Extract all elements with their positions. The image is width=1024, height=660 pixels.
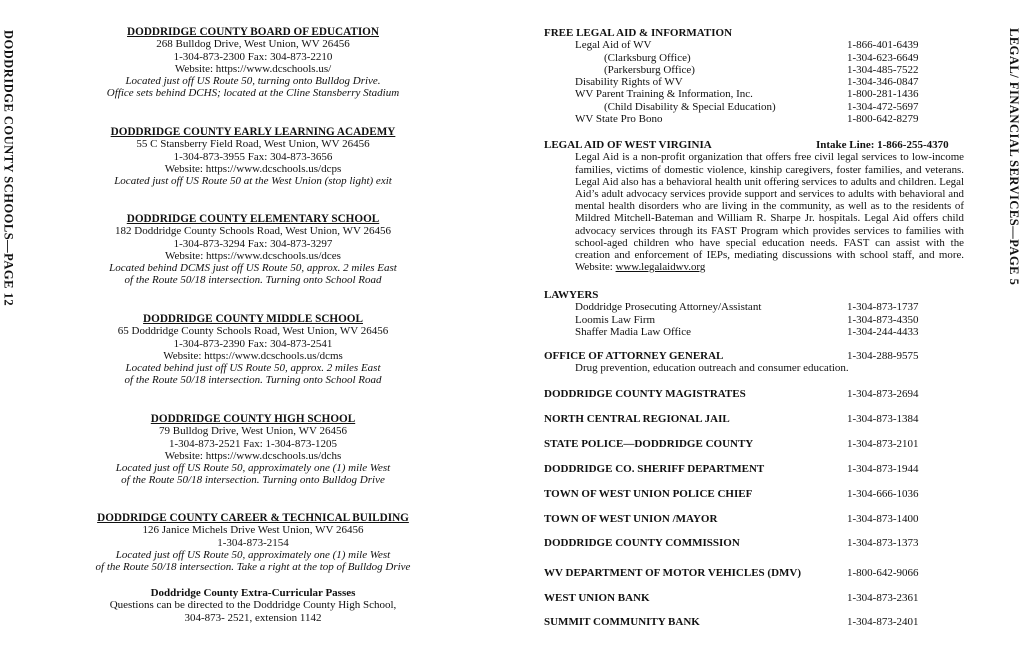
contact-phone: 1-304-485-7522 — [847, 63, 919, 76]
agency-name: WEST UNION BANK — [544, 592, 650, 604]
school-website[interactable]: Website: https://www.dcschools.us/dcps — [164, 162, 342, 175]
attorney-general-section — [544, 350, 964, 375]
agency-name: DODDRIDGE COUNTY COMMISSION — [544, 537, 740, 549]
contact-row — [544, 76, 964, 88]
school-phones: 1-304-873-2154 — [217, 536, 289, 549]
school-note: Located just off US Route 50, approximately one (1) mile West — [115, 548, 391, 561]
school-address: 182 Doddridge County Schools Road, West Union, WV 26456 — [115, 225, 391, 238]
agency-row — [544, 592, 964, 604]
school-address: 126 Janice Michels Drive West Union, WV 26456 — [142, 524, 364, 537]
agency-row — [544, 388, 964, 400]
school-phones: 1-304-873-3294 Fax: 304-873-3297 — [173, 237, 333, 250]
agency-phone: 1-304-873-1373 — [847, 537, 919, 549]
legal-aid-info-section — [544, 27, 964, 125]
section-header: LAWYERS — [544, 289, 599, 301]
school-name: DODDRIDGE COUNTY CAREER & TECHNICAL BUILDING — [97, 512, 409, 524]
contact-phone: 1-304-288-9575 — [847, 350, 919, 362]
agency-phone: 1-304-873-1400 — [847, 513, 919, 525]
legal-aid-description — [544, 151, 964, 273]
contact-label: (Parkersburg Office) — [604, 63, 695, 76]
section-header: OFFICE OF ATTORNEY GENERAL — [544, 350, 724, 362]
right-page-label: LEGAL/ FINANCIAL SERVICES—PAGE 5 — [1007, 28, 1021, 286]
agency-phone: 1-800-642-9066 — [847, 567, 919, 579]
school-name: DODDRIDGE COUNTY BOARD OF EDUCATION — [127, 26, 379, 38]
agency-row — [544, 413, 964, 425]
school-phones: 1-304-873-2521 Fax: 1-304-873-1205 — [168, 437, 338, 450]
agency-row — [544, 616, 964, 628]
contact-phone: 1-304-472-5697 — [847, 100, 919, 113]
agency-name: SUMMIT COMMUNITY BANK — [544, 616, 700, 628]
school-note: Located behind just off US Route 50, approx. 2 miles East — [125, 362, 381, 375]
contact-label: Legal Aid of WV — [575, 39, 652, 52]
contact-label: WV State Pro Bono — [575, 113, 663, 126]
description-text: Legal Aid is a non-profit organization that offers free civil legal services to low-income families, victims of domestic violence, kinship caregivers, foster families, and veterans. Legal Aid also has a behavioral health unit offering services to adults and children. Legal Aid’s adult advocacy services provide support and services to adults with behavioral and mental health disorders who are living in the community, as well as to the residents of Mildred Mitchell-Bateman and William R. Sharpe Jr. hospitals. Legal Aid offers child advocacy services through its FAST Program which provides services to families with school-aged children who have special education needs. FAST can assist with the creation and enforcement of IEPs, mediating discussions with school staff, and more. Website: — [575, 151, 964, 274]
contact-row — [544, 64, 964, 76]
contact-row — [544, 113, 964, 125]
agency-row — [544, 537, 964, 549]
agency-name: DODDRIDGE COUNTY MAGISTRATES — [544, 388, 746, 400]
agency-name: DODDRIDGE CO. SHERIFF DEPARTMENT — [544, 463, 765, 475]
passes-line: Questions can be directed to the Doddridge County High School, — [109, 599, 397, 612]
contact-phone: 1-304-873-4350 — [847, 313, 919, 326]
agency-row — [544, 438, 964, 450]
contact-phone: 1-304-623-6649 — [847, 51, 919, 64]
intake-line: Intake Line: 1-866-255-4370 — [816, 139, 949, 151]
contact-label: Doddridge Prosecuting Attorney/Assistant — [575, 301, 762, 314]
school-name: DODDRIDGE COUNTY HIGH SCHOOL — [150, 413, 356, 425]
lawyers-section — [544, 289, 964, 338]
contact-label: (Child Disability & Special Education) — [604, 100, 776, 113]
agency-row — [544, 488, 964, 500]
left-page-label: DODDRIDGE COUNTY SCHOOLS—PAGE 12 — [1, 30, 16, 307]
school-note: of the Route 50/18 intersection. Turning onto School Road — [124, 274, 382, 287]
school-phones: 1-304-873-2390 Fax: 304-873-2541 — [173, 337, 333, 350]
school-website[interactable]: Website: https://www.dcschools.us/dcms — [163, 349, 343, 362]
contact-phone: 1-800-281-1436 — [847, 88, 919, 101]
school-note: Located just off US Route 50, approximately one (1) mile West — [115, 462, 391, 475]
contact-row — [544, 326, 964, 338]
passes-line: 304-873- 2521, extension 1142 — [184, 611, 322, 624]
contact-phone: 1-304-346-0847 — [847, 76, 919, 89]
contact-phone: 1-800-642-8279 — [847, 113, 919, 126]
contact-row — [544, 350, 964, 362]
passes-section — [88, 587, 418, 624]
contact-row — [544, 314, 964, 326]
contact-phone: 1-866-401-6439 — [847, 39, 919, 52]
section-header: LEGAL AID OF WEST VIRGINIA — [544, 139, 712, 151]
contact-label: (Clarksburg Office) — [604, 51, 691, 64]
contact-row — [544, 39, 964, 51]
contact-phone: 1-304-873-1737 — [847, 301, 919, 314]
school-website[interactable]: Website: https://www.dcschools.us/dces — [165, 249, 341, 262]
agency-row — [544, 567, 964, 579]
school-note: Located just off US Route 50 at the West Union (stop light) exit — [114, 175, 392, 188]
contact-row — [544, 101, 964, 113]
school-website[interactable]: Website: https://www.dcschools.us/dchs — [164, 449, 342, 462]
school-note: of the Route 50/18 intersection. Turning onto Bulldog Drive — [121, 474, 385, 487]
contact-row — [544, 301, 964, 313]
agency-name: STATE POLICE—DODDRIDGE COUNTY — [544, 438, 754, 450]
contact-label: Disability Rights of WV — [575, 76, 683, 89]
contact-row — [544, 52, 964, 64]
legal-aid-wv-section — [544, 139, 964, 273]
agency-phone: 1-304-873-2694 — [847, 388, 919, 400]
agency-name: TOWN OF WEST UNION /MAYOR — [544, 513, 718, 525]
contact-row — [544, 88, 964, 100]
school-note: Located just off US Route 50, turning onto Bulldog Drive. — [125, 75, 381, 88]
school-note: of the Route 50/18 intersection. Turning onto School Road — [124, 374, 382, 387]
school-address: 79 Bulldog Drive, West Union, WV 26456 — [159, 425, 347, 438]
school-note: of the Route 50/18 intersection. Take a right at the top of Bulldog Drive — [95, 561, 411, 574]
agency-phone: 1-304-873-2361 — [847, 592, 919, 604]
agency-phone: 1-304-873-2401 — [847, 616, 919, 628]
agency-phone: 1-304-873-2101 — [847, 438, 919, 450]
school-entry — [88, 213, 418, 287]
agency-phone: 1-304-873-1944 — [847, 463, 919, 475]
section-header: FREE LEGAL AID & INFORMATION — [544, 27, 733, 39]
contact-label: WV Parent Training & Information, Inc. — [575, 88, 753, 101]
school-address: 55 C Stansberry Field Road, West Union, WV 26456 — [136, 138, 370, 151]
school-entry — [88, 512, 418, 573]
school-address: 268 Bulldog Drive, West Union, WV 26456 — [156, 38, 350, 51]
agency-name: TOWN OF WEST UNION POLICE CHIEF — [544, 488, 753, 500]
school-name: DODDRIDGE COUNTY MIDDLE SCHOOL — [143, 313, 363, 325]
school-website[interactable]: Website: https://www.dcschools.us/ — [174, 62, 332, 75]
school-phones: 1-304-873-3955 Fax: 304-873-3656 — [173, 150, 333, 163]
agency-name: WV DEPARTMENT OF MOTOR VEHICLES (DMV) — [544, 567, 802, 579]
passes-title: Doddridge County Extra-Curricular Passes — [150, 587, 356, 599]
agency-phone: 1-304-666-1036 — [847, 488, 919, 500]
legal-aid-website-link[interactable]: www.legalaidwv.org — [615, 261, 706, 274]
agency-row — [544, 463, 964, 475]
contact-label: Loomis Law Firm — [575, 313, 656, 326]
agency-phone: 1-304-873-1384 — [847, 413, 919, 425]
agency-name: NORTH CENTRAL REGIONAL JAIL — [544, 413, 730, 425]
school-entry — [88, 126, 418, 187]
school-name: DODDRIDGE COUNTY ELEMENTARY SCHOOL — [126, 213, 380, 225]
section-header-row — [544, 139, 964, 151]
school-note: Office sets behind DCHS; located at the Cline Stansberry Stadium — [106, 87, 400, 100]
school-note: Located behind DCMS just off US Route 50, approx. 2 miles East — [109, 262, 397, 275]
attorney-general-desc: Drug prevention, education outreach and consumer education. — [575, 362, 849, 375]
school-phones: 1-304-873-2300 Fax: 304-873-2210 — [173, 50, 333, 63]
contact-label: Shaffer Madia Law Office — [575, 325, 691, 338]
contact-phone: 1-304-244-4433 — [847, 325, 919, 338]
agency-row — [544, 513, 964, 525]
school-entry — [88, 26, 418, 100]
school-name: DODDRIDGE COUNTY EARLY LEARNING ACADEMY — [110, 126, 396, 138]
school-address: 65 Doddridge County Schools Road, West Union, WV 26456 — [117, 325, 389, 338]
school-entry — [88, 413, 418, 487]
school-entry — [88, 313, 418, 387]
